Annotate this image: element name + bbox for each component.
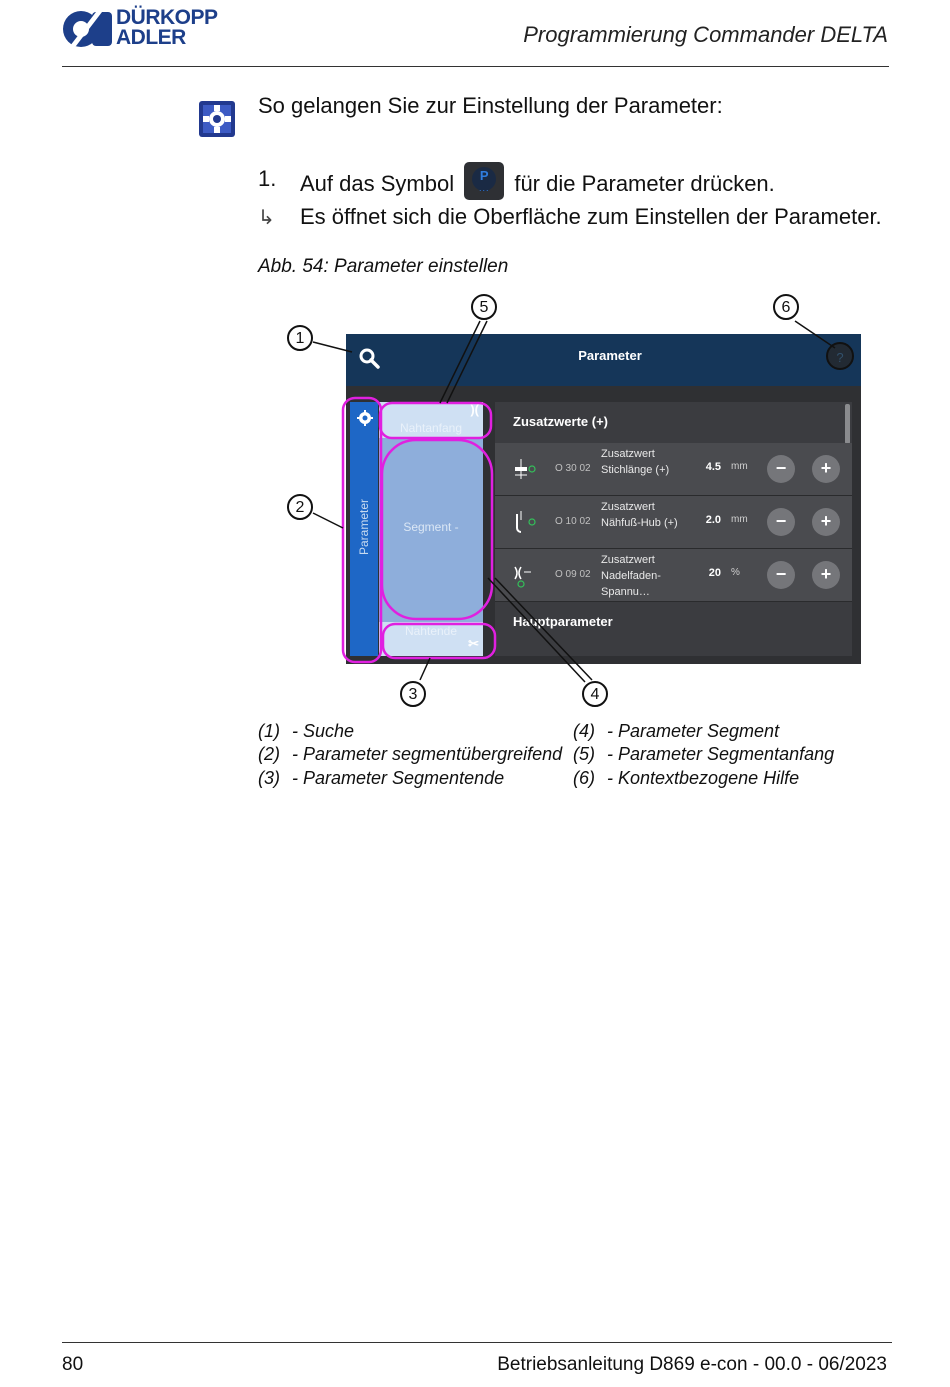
callout-3: 3 [400, 681, 426, 707]
parameter-unit: % [731, 567, 740, 578]
parameter-value: 4.5 [705, 461, 721, 473]
intro-text: So gelangen Sie zur Einstellung der Parameter: [258, 93, 723, 118]
group-label: Zusatzwerte (+) [513, 414, 608, 429]
decrease-button[interactable]: − [767, 561, 795, 589]
decrease-button[interactable]: − [767, 508, 795, 536]
logo-line-1: DÜRKOPP [116, 6, 218, 29]
highlight-segment [382, 440, 492, 619]
document-reference: Betriebsanleitung D869 e-con - 00.0 - 06/2023 [497, 1354, 887, 1375]
legend-num: (6) [573, 768, 595, 788]
parameter-unit: mm [731, 514, 748, 525]
highlight-segment-end [383, 624, 495, 658]
callout-1: 1 [287, 325, 313, 351]
parameter-value: 20 [708, 567, 721, 579]
segment-start-label: Nahtanfang [399, 421, 463, 435]
step-text-after: für die Parameter drücken. [514, 170, 775, 196]
leader-4b [495, 578, 592, 680]
parameter-unit: mm [731, 461, 748, 472]
legend-text: - Kontextbezogene Hilfe [607, 768, 800, 788]
page-number: 80 [62, 1354, 84, 1375]
parameter-name: Zusatzwert Nadelfaden-Spannu… [601, 554, 661, 598]
legend-text: - Parameter segmentübergreifend [292, 744, 563, 764]
legend-text: - Suche [292, 721, 355, 741]
leader-5a [440, 321, 480, 403]
result-arrow-icon: ↳ [258, 207, 275, 229]
leader-5b [447, 321, 487, 403]
legend-num: (4) [573, 721, 595, 741]
highlight-sidebar [343, 398, 381, 662]
legend-text: - Parameter Segmentanfang [607, 744, 835, 764]
legend-text: - Parameter Segment [607, 721, 780, 741]
highlight-segment-start [380, 403, 491, 438]
group-label: Hauptparameter [513, 614, 613, 629]
segment-label: Segment - [403, 520, 459, 534]
parameter-code: O 09 02 [555, 569, 591, 580]
legend-num: (3) [258, 768, 280, 788]
callout-4: 4 [582, 681, 608, 707]
callout-5: 5 [471, 294, 497, 320]
leader-1 [313, 342, 352, 352]
footer-divider [62, 1342, 892, 1343]
segment-start-icon: )( [470, 402, 479, 417]
parameter-value: 2.0 [705, 514, 721, 526]
increase-button[interactable]: + [812, 455, 840, 483]
callout-2: 2 [287, 494, 313, 520]
legend-num: (5) [573, 744, 595, 764]
legend-num: (1) [258, 721, 280, 741]
help-icon[interactable]: ? [826, 342, 854, 370]
callout-6: 6 [773, 294, 799, 320]
leader-2 [313, 513, 343, 528]
step-text-before: Auf das Symbol [300, 170, 455, 196]
logo-line-2: ADLER [116, 26, 186, 49]
parameter-symbol-letter: P [479, 168, 489, 183]
figure-caption: Abb. 54: Parameter einstellen [258, 256, 509, 277]
parameter-code: O 30 02 [555, 463, 591, 474]
decrease-button[interactable]: − [767, 455, 795, 483]
leader-6 [795, 321, 835, 348]
step-number: 1. [258, 166, 277, 191]
increase-button[interactable]: + [812, 508, 840, 536]
leader-4a [488, 578, 585, 682]
result-text: Es öffnet sich die Oberfläche zum Einstellen der Parameter. [300, 204, 882, 229]
scissors-icon: ✂ [468, 636, 479, 651]
leader-3 [420, 658, 430, 680]
screen-title: Parameter [578, 348, 642, 363]
legend-text: - Parameter Segmentende [292, 768, 505, 788]
parameter-name: Zusatzwert Nähfuß-Hub (+) [601, 501, 678, 529]
chapter-title: Programmierung Commander DELTA [523, 22, 888, 47]
increase-button[interactable]: + [812, 561, 840, 589]
parameter-symbol-dots: ... [478, 183, 490, 193]
parameter-name: Zusatzwert Stichlänge (+) [601, 448, 670, 476]
legend-num: (2) [258, 744, 280, 764]
segment-end-label: Nahtende [404, 624, 458, 638]
sidebar-label: Parameter [357, 498, 371, 556]
parameter-code: O 10 02 [555, 516, 591, 527]
